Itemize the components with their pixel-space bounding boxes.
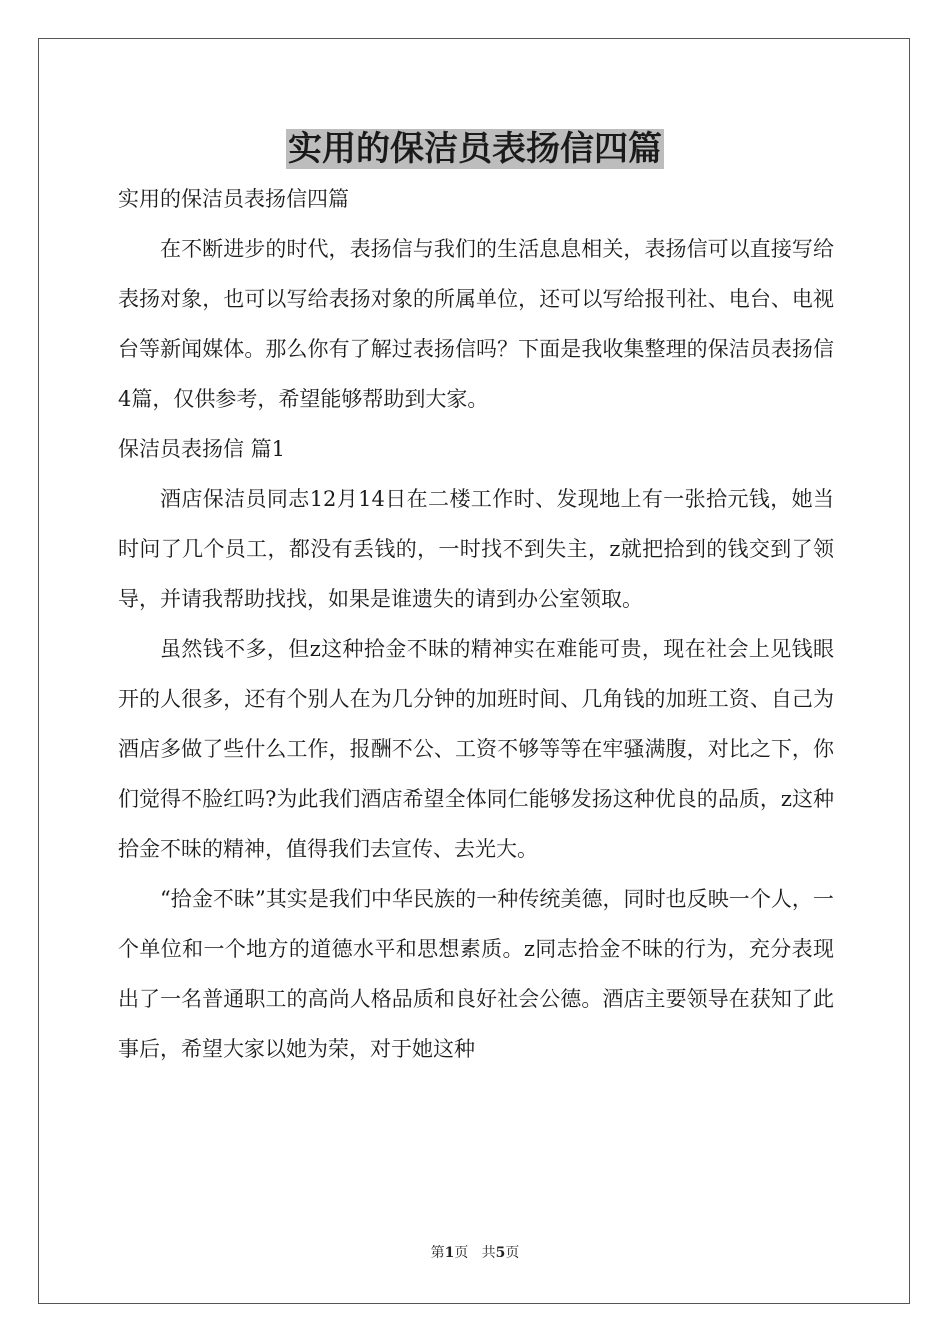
body-paragraph: 酒店保洁员同志12月14日在二楼工作时、发现地上有一张拾元钱，她当时问了几个员工，都没有丢钱的，一时找不到失主，z就把拾到的钱交到了领导，并请我帮助找找，如果是谁遗失的请到办公室领取。 (118, 487, 834, 611)
document-subtitle: 实用的保洁员表扬信四篇 (118, 187, 349, 211)
page-current-number: 1 (444, 1245, 455, 1261)
document-title (0, 124, 950, 174)
page-footer (0, 1241, 950, 1265)
document-title-text: 实用的保洁员表扬信四篇 (288, 129, 662, 169)
page-prefix: 第 (430, 1245, 445, 1261)
body-paragraph: 虽然钱不多，但z这种拾金不昧的精神实在难能可贵，现在社会上见钱眼开的人很多，还有个别人在为几分钟的加班时间、几角钱的加班工资、自己为酒店多做了些什么工作，报酬不公、工资不够等等在牢骚满腹，对比之下，你们觉得不脸红吗?为此我们酒店希望全体同仁能够发扬这种优良的品质，z这种拾金不昧的精神，值得我们去宣传、去光大。 (118, 637, 834, 861)
total-prefix: 共 (481, 1245, 496, 1261)
document-body (118, 174, 834, 1074)
page-suffix: 页 (454, 1245, 469, 1261)
total-suffix: 页 (505, 1245, 520, 1261)
intro-paragraph: 在不断进步的时代，表扬信与我们的生活息息相关，表扬信可以直接写给表扬对象，也可以写给表扬对象的所属单位，还可以写给报刊社、电台、电视台等新闻媒体。那么你有了解过表扬信吗？下面是我收集整理的保洁员表扬信4篇，仅供参考，希望能够帮助到大家。 (118, 237, 834, 411)
section-heading: 保洁员表扬信 篇1 (118, 437, 286, 461)
body-paragraph: “拾金不昧”其实是我们中华民族的一种传统美德，同时也反映一个人，一个单位和一个地方的道德水平和思想素质。z同志拾金不昧的行为，充分表现出了一名普通职工的高尚人格品质和良好社会公德。酒店主要领导在获知了此事后，希望大家以她为荣，对于她这种 (118, 887, 834, 1061)
page-total-number: 5 (495, 1245, 506, 1261)
